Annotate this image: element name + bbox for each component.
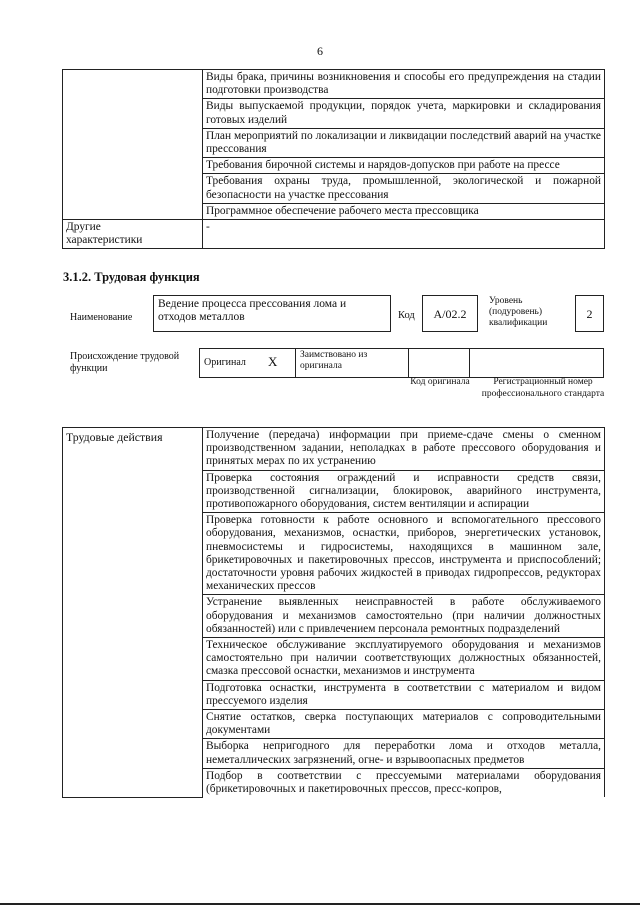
origin-label: Происхождение трудовой функции bbox=[70, 351, 180, 374]
borrowed-cell bbox=[295, 348, 409, 378]
level-value-box: 2 bbox=[575, 295, 604, 332]
labor-actions-table bbox=[62, 427, 605, 798]
knowledge-item: Программное обеспечение рабочего места прессовщика bbox=[203, 203, 605, 219]
labor-action-item: Проверка состояния ограждений и исправности средств связи, производственной сигнализации, блокировок, аварийного инструмента, противопожарного оборудования, систем вентиляции и аспирации bbox=[203, 470, 605, 513]
knowledge-item: Виды брака, причины возникновения и способы его предупреждения на стадии подготовки производства bbox=[203, 70, 605, 99]
labor-action-item: Техническое обслуживание эксплуатируемого оборудования и механизмов самостоятельно при наличии соответствующих должностных обязанностей, смазка прессовой оснастки, механизмов и инструмента bbox=[203, 638, 605, 681]
labor-action-item: Подбор в соответствии с прессуемыми материалами оборудования (брикетировочных и пакетировочных прессов, пресс-копров, bbox=[203, 768, 605, 797]
labor-action-item: Снятие остатков, сверка поступающих материалов с сопроводительными документами bbox=[203, 710, 605, 739]
labor-action-item: Выборка непригодного для переработки лома и отходов металла, неметаллических загрязнений, огне- и взрывоопасных предметов bbox=[203, 739, 605, 768]
page-number: 6 bbox=[317, 44, 323, 58]
origin-code-caption: Код оригинала bbox=[410, 377, 470, 387]
original-label: Оригинал bbox=[204, 357, 246, 368]
reg-number-cell bbox=[469, 348, 604, 378]
function-name-box: Ведение процесса прессования лома и отходов металлов bbox=[153, 295, 391, 332]
name-label: Наименование bbox=[70, 312, 133, 323]
other-characteristics-label: Другие характеристики bbox=[63, 220, 203, 249]
original-cell bbox=[199, 348, 296, 378]
labor-action-item: Проверка готовности к работе основного и вспомогательного прессового оборудования, механизмов, оснастки, приборов, энергетических установок, пневмосистемы и гидросистемы, находящихся в машинном зале, брикетировочных и пакетировочных прессов, инструмента и приспособлений; достаточности уровня рабочих жидкостей в приводах гидропрессов, редукторах механических прессов bbox=[203, 513, 605, 595]
knowledge-item: Требования бирочной системы и нарядов-допусков при работе на прессе bbox=[203, 158, 605, 174]
knowledge-table bbox=[62, 69, 605, 249]
borrowed-label: Заимствовано из оригинала bbox=[300, 350, 368, 371]
level-label: Уровень (подуровень) квалификации bbox=[489, 296, 548, 328]
label-cell bbox=[63, 70, 203, 220]
reg-number-caption: Регистрационный номер профессионального стандарта bbox=[481, 377, 605, 399]
table-row bbox=[63, 428, 605, 471]
knowledge-item: План мероприятий по локализации и ликвидации последствий аварий на участке прессования bbox=[203, 128, 605, 157]
other-characteristics-value: - bbox=[203, 220, 605, 249]
table-row bbox=[63, 220, 605, 249]
section-title: 3.1.2. Трудовая функция bbox=[63, 270, 200, 284]
table-row bbox=[63, 70, 605, 99]
original-mark: X bbox=[268, 354, 278, 369]
labor-action-item: Подготовка оснастки, инструмента в соответствии с материалом и видом прессуемого изделия bbox=[203, 680, 605, 709]
origin-code-cell bbox=[408, 348, 470, 378]
knowledge-item: Виды выпускаемой продукции, порядок учета, маркировки и складирования готовых изделий bbox=[203, 99, 605, 128]
labor-actions-label: Трудовые действия bbox=[63, 428, 203, 798]
function-code-box: A/02.2 bbox=[422, 295, 478, 332]
labor-action-item: Получение (передача) информации при приеме-сдаче смены о сменном производственном задании, неполадках в работе прессового оборудования и принятых мерах по их устранению bbox=[203, 428, 605, 471]
labor-action-item: Устранение выявленных неисправностей в работе обслуживаемого оборудования и механизмов самостоятельно (при наличии должностных обязанностей) или с привлечением персонала ремонтных подразделений bbox=[203, 595, 605, 638]
knowledge-item: Требования охраны труда, промышленной, экологической и пожарной безопасности на участке прессования bbox=[203, 174, 605, 203]
code-label: Код bbox=[398, 310, 415, 321]
